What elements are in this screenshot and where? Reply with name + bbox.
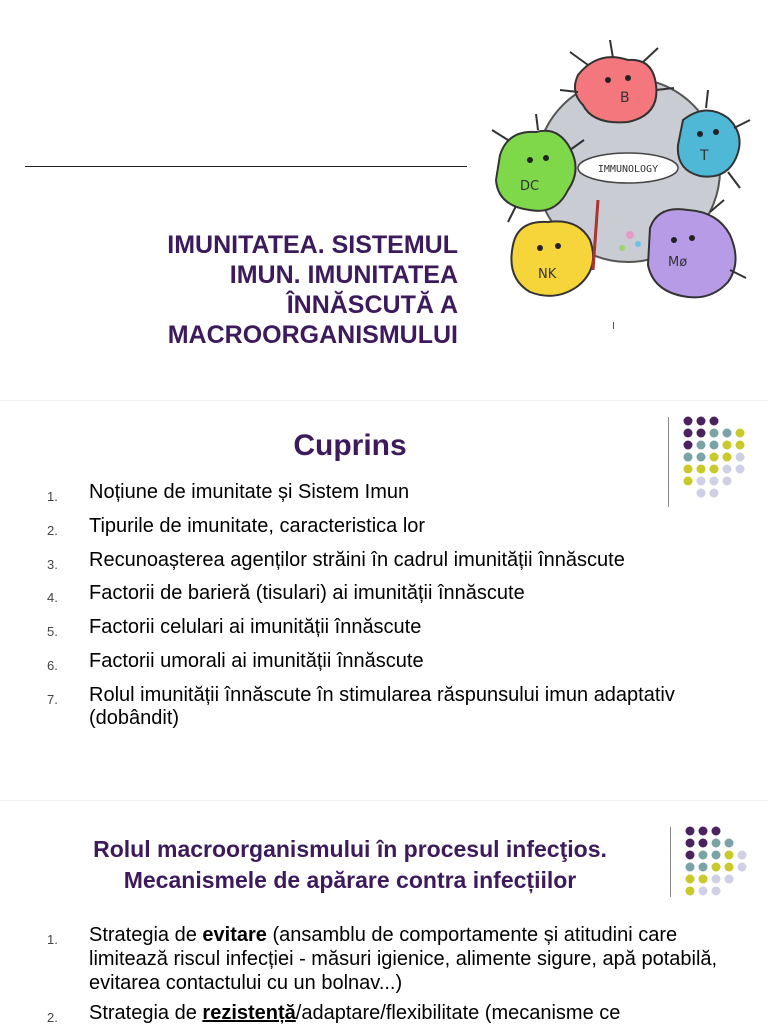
decor-dot [723, 441, 732, 450]
decor-dot [686, 839, 695, 848]
list-item [47, 1001, 757, 1025]
small-mark [613, 322, 614, 329]
list-item [47, 481, 757, 505]
decor-dot [699, 827, 708, 836]
decor-dot [684, 465, 693, 474]
decor-dot [710, 417, 719, 426]
decor-dot [725, 839, 734, 848]
decor-dot [699, 887, 708, 896]
decor-dot [697, 453, 706, 462]
list-item [47, 549, 757, 573]
decor-dot [712, 827, 721, 836]
item-suffix: (ansamblu de comportamente și atitudini care limitează riscul infecției - măsuri igienice, alimente sigure, apă potabilă, evitarea contactului cu un bolnav...) [89, 924, 718, 994]
decor-dot [686, 875, 695, 884]
item-prefix: Strategia de [89, 1002, 203, 1024]
decor-dot [712, 863, 721, 872]
slide-title [38, 230, 458, 350]
b-cell-label: B [620, 90, 630, 106]
title-line: MACROORGANISMULUI [167, 321, 458, 349]
item-bold: rezistență [202, 1002, 296, 1024]
list-item [47, 515, 757, 539]
decor-dot [710, 453, 719, 462]
item-text: Noțiune de imunitate și Sistem Imun [89, 481, 410, 503]
item-text: Factorii umorali ai imunității înnăscute [89, 649, 424, 672]
defense-slide [0, 800, 768, 1025]
decor-dot [736, 429, 745, 438]
contents-slide [0, 400, 768, 801]
item-number: 6. [47, 657, 58, 673]
decor-dot [686, 863, 695, 872]
nk-cell-label: NK [538, 267, 557, 282]
decor-dot [725, 851, 734, 860]
item-number: 1. [47, 932, 58, 947]
immunology-illustration [478, 30, 758, 310]
title-line: IMUNITATEA. SISTEMUL [167, 231, 458, 259]
item-prefix: Strategia de [89, 924, 203, 946]
decor-dot [723, 465, 732, 474]
list-item [47, 616, 757, 640]
item-suffix: /adaptare/flexibilitate (mecanisme ce [295, 1002, 621, 1024]
decor-dot [736, 465, 745, 474]
item-number: 2. [47, 1010, 58, 1025]
decor-dot [699, 875, 708, 884]
decor-dot [697, 417, 706, 426]
decor-dot [710, 465, 719, 474]
macrophage-icon [648, 200, 746, 297]
list-item [47, 582, 757, 606]
contents-list [47, 481, 757, 741]
decor-dot [736, 441, 745, 450]
item-number: 7. [47, 691, 58, 707]
t-cell-label: T [700, 148, 709, 164]
item-number: 4. [47, 590, 58, 606]
decor-dot [725, 863, 734, 872]
item-number: 2. [47, 522, 58, 538]
dc-cell-label: DC [520, 179, 540, 194]
decor-dot [686, 827, 695, 836]
decor-dot [710, 441, 719, 450]
decor-dot [686, 851, 695, 860]
decor-dot [697, 441, 706, 450]
title-divider-line [25, 166, 467, 167]
decor-dot [684, 429, 693, 438]
decor-dot [725, 875, 734, 884]
strategy-list [47, 923, 757, 1031]
decor-dot [684, 441, 693, 450]
decor-dot [738, 851, 747, 860]
item-number: 5. [47, 624, 58, 640]
decor-dot [699, 863, 708, 872]
decor-dot [699, 839, 708, 848]
item-number: 3. [47, 556, 58, 572]
decor-dot [697, 465, 706, 474]
decor-dot [712, 851, 721, 860]
defense-heading [30, 834, 670, 896]
immunology-label: IMMUNOLOGY [597, 164, 659, 175]
list-item [47, 923, 757, 995]
decor-dot [738, 863, 747, 872]
decor-dot [710, 429, 719, 438]
decor-dot [712, 875, 721, 884]
decor-dot [736, 453, 745, 462]
list-item [47, 650, 757, 674]
list-item [47, 684, 757, 731]
heading-line: Rolul macroorganismului în procesul infecţios. [93, 836, 607, 862]
item-text: Tipurile de imunitate, caracteristica lor [89, 514, 426, 537]
item-text: Factorii celulari ai imunității înnăscute [89, 616, 422, 639]
decor-dot [684, 417, 693, 426]
decor-dot [699, 851, 708, 860]
item-text: Recunoașterea agenților străini în cadrul imunității înnăscute [89, 548, 625, 571]
title-line: IMUN. IMUNITATEA [229, 261, 458, 289]
item-text: Factorii de barieră (tisulari) ai imunității înnăscute [89, 582, 525, 605]
item-bold: evitare [202, 924, 267, 946]
decor-dot [723, 453, 732, 462]
macrophage-label: Mø [668, 255, 688, 270]
decor-dots-icon [684, 825, 756, 897]
decor-dot [712, 839, 721, 848]
decor-dot [686, 887, 695, 896]
decor-dot [712, 887, 721, 896]
decor-dot [697, 429, 706, 438]
item-text: Rolul imunității înnăscute în stimularea răspunsului imun adaptativ (dobândit) [89, 683, 675, 730]
decor-dot [684, 453, 693, 462]
item-number: 1. [47, 489, 58, 504]
decor-divider-line [670, 827, 671, 897]
title-slide [0, 0, 768, 400]
contents-heading: Cuprins [293, 429, 407, 462]
heading-line: Mecanismele de apărare contra infecțiilor [123, 867, 577, 893]
title-line: ÎNNĂSCUTĂ A [286, 291, 458, 319]
decor-dot [723, 429, 732, 438]
